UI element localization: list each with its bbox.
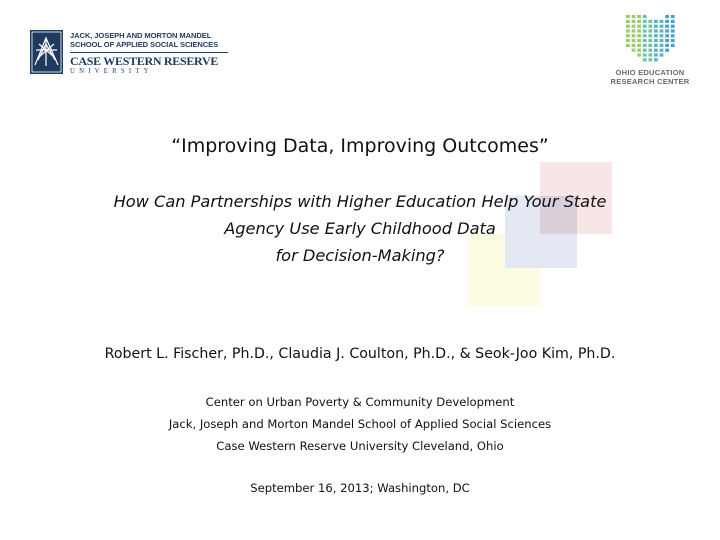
- subtitle-line: How Can Partnerships with Higher Education Help Your State: [113, 192, 607, 211]
- grid-dot: [665, 29, 669, 32]
- grid-dot: [671, 39, 675, 42]
- grid-dot: [648, 39, 652, 42]
- affiliation-line: Jack, Joseph and Morton Mandel School of Applied Social Sciences: [168, 417, 552, 431]
- grid-dot: [654, 49, 658, 52]
- grid-dot: [665, 44, 669, 47]
- grid-dot: [637, 34, 641, 37]
- grid-dot: [665, 49, 669, 52]
- grid-dot: [632, 49, 636, 52]
- grid-dot: [660, 20, 664, 23]
- grid-dot: [654, 25, 658, 28]
- grid-dot: [632, 25, 636, 28]
- subtitle-line: Agency Use Early Childhood Data: [224, 219, 496, 238]
- grid-dot: [660, 44, 664, 47]
- grid-dot: [643, 44, 647, 47]
- grid-dot: [632, 20, 636, 23]
- grid-dot: [643, 53, 647, 56]
- grid-dot: [637, 15, 641, 18]
- grid-dot: [637, 25, 641, 28]
- grid-dot: [671, 25, 675, 28]
- grid-dot: [637, 53, 641, 56]
- subtitle-line: for Decision-Making?: [275, 246, 445, 265]
- oerc-logo: [600, 14, 700, 94]
- grid-dot: [660, 49, 664, 52]
- grid-dot: [637, 49, 641, 52]
- grid-dot: [626, 34, 630, 37]
- grid-dot: [632, 29, 636, 32]
- grid-dot: [643, 15, 647, 18]
- oerc-line-2: RESEARCH CENTER: [610, 77, 690, 86]
- grid-dot: [671, 29, 675, 32]
- grid-dot: [671, 34, 675, 37]
- grid-dot: [626, 44, 630, 47]
- grid-dot: [643, 58, 647, 61]
- grid-dot: [671, 20, 675, 23]
- cwru-wordmark: [70, 31, 235, 76]
- grid-dot: [632, 44, 636, 47]
- grid-dot: [660, 39, 664, 42]
- grid-dot: [665, 34, 669, 37]
- grid-dot: [632, 34, 636, 37]
- grid-dot: [626, 15, 630, 18]
- grid-dot: [626, 29, 630, 32]
- grid-dot: [637, 20, 641, 23]
- grid-dot: [643, 49, 647, 52]
- logo-university-name: CASE WESTERN RESERVE: [70, 54, 219, 68]
- grid-dot: [665, 20, 669, 23]
- grid-dot: [671, 15, 675, 18]
- slide-title: “Improving Data, Improving Outcomes”: [171, 135, 549, 157]
- grid-dot: [665, 39, 669, 42]
- grid-dot: [654, 44, 658, 47]
- grid-dot: [660, 53, 664, 56]
- grid-dot: [654, 58, 658, 61]
- oerc-line-1: OHIO EDUCATION: [615, 68, 685, 77]
- grid-dot: [643, 39, 647, 42]
- grid-dot: [643, 20, 647, 23]
- grid-dot: [648, 53, 652, 56]
- grid-dot: [648, 29, 652, 32]
- grid-dot: [665, 25, 669, 28]
- grid-dot: [626, 39, 630, 42]
- logo-school-line-1: JACK, JOSEPH AND MORTON MANDEL: [70, 31, 212, 40]
- grid-dot: [654, 53, 658, 56]
- cwru-emblem-icon: [30, 30, 63, 74]
- grid-dot: [648, 44, 652, 47]
- grid-dot: [660, 34, 664, 37]
- logo-university-word: UNIVERSITY: [70, 68, 153, 75]
- slide-subtitle: [0, 188, 720, 269]
- grid-dot: [626, 25, 630, 28]
- grid-dot: [632, 39, 636, 42]
- grid-dot: [637, 29, 641, 32]
- authors-line: Robert L. Fischer, Ph.D., Claudia J. Coulton, Ph.D., & Seok-Joo Kim, Ph.D.: [104, 346, 616, 362]
- grid-dot: [637, 44, 641, 47]
- grid-dot: [643, 29, 647, 32]
- ohio-map-grid-icon: [624, 14, 676, 64]
- affiliation-block: [0, 391, 720, 457]
- oerc-wordmark: [600, 68, 700, 86]
- grid-dot: [654, 29, 658, 32]
- grid-dot: [643, 25, 647, 28]
- grid-dot: [660, 29, 664, 32]
- grid-dot: [626, 20, 630, 23]
- grid-dot: [648, 34, 652, 37]
- grid-dot: [648, 25, 652, 28]
- grid-dot: [648, 58, 652, 61]
- grid-dot: [637, 39, 641, 42]
- grid-dot: [643, 34, 647, 37]
- grid-dot: [665, 15, 669, 18]
- grid-dot: [654, 20, 658, 23]
- grid-dot: [660, 25, 664, 28]
- grid-dot: [654, 34, 658, 37]
- affiliation-line: Center on Urban Poverty & Community Development: [205, 395, 515, 409]
- logo-divider: [70, 52, 228, 53]
- cwru-logo: [30, 30, 235, 78]
- presentation-date: September 16, 2013; Washington, DC: [250, 481, 470, 495]
- grid-dot: [648, 20, 652, 23]
- affiliation-line: Case Western Reserve University Cleveland, Ohio: [216, 439, 504, 453]
- logo-school-line-2: SCHOOL OF APPLIED SOCIAL SCIENCES: [70, 40, 219, 49]
- grid-dot: [671, 44, 675, 47]
- grid-dot: [632, 15, 636, 18]
- grid-dot: [648, 49, 652, 52]
- grid-dot: [654, 39, 658, 42]
